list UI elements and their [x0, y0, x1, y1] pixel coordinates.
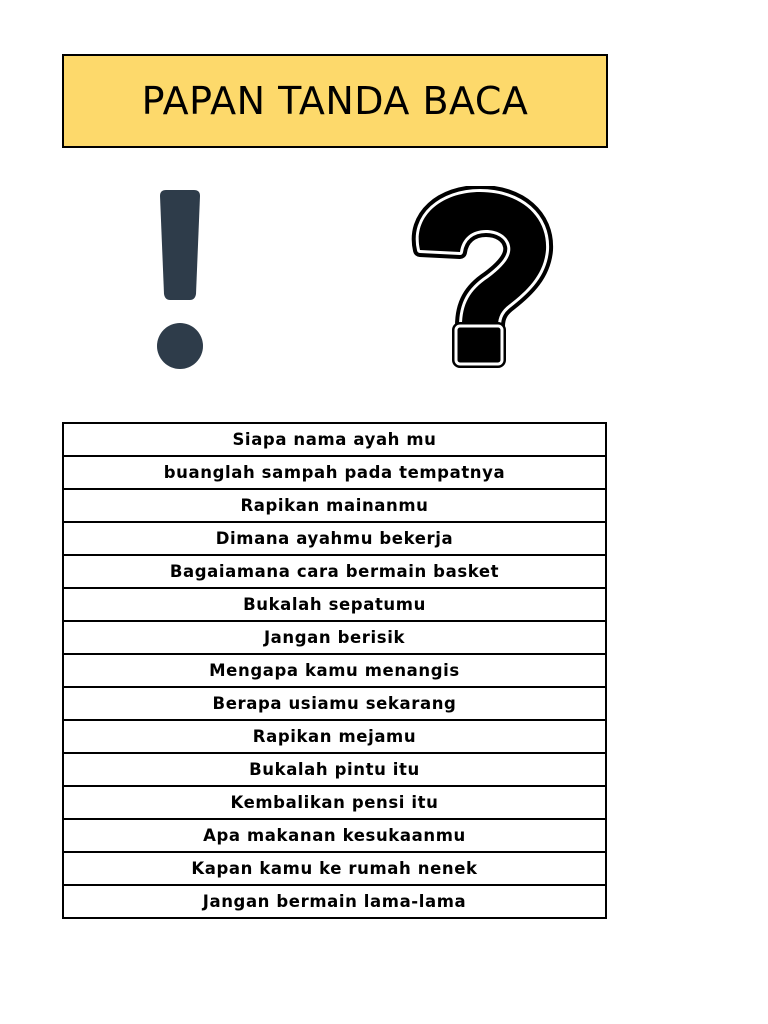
sentence-cell: Bagaiamana cara bermain basket: [63, 555, 606, 588]
table-row: [63, 489, 606, 522]
sentence-cell: Mengapa kamu menangis: [63, 654, 606, 687]
sentence-cell: Dimana ayahmu bekerja: [63, 522, 606, 555]
table-row: [63, 555, 606, 588]
table-row: [63, 819, 606, 852]
table-row: [63, 753, 606, 786]
title-banner: [62, 54, 608, 148]
sentence-cell: Apa makanan kesukaanmu: [63, 819, 606, 852]
sentence-cell: Jangan berisik: [63, 621, 606, 654]
sentence-cell: buanglah sampah pada tempatnya: [63, 456, 606, 489]
question-mark-icon: [402, 186, 554, 370]
sentence-cell: Jangan bermain lama-lama: [63, 885, 606, 918]
sentence-cell: Bukalah sepatumu: [63, 588, 606, 621]
sentence-cell: Berapa usiamu sekarang: [63, 687, 606, 720]
sentence-cell: Kapan kamu ke rumah nenek: [63, 852, 606, 885]
exclamation-mark-icon: [150, 188, 210, 372]
table-row: [63, 852, 606, 885]
table-row: [63, 423, 606, 456]
table-row: [63, 456, 606, 489]
table-row: [63, 621, 606, 654]
sentence-cell: Bukalah pintu itu: [63, 753, 606, 786]
sentence-table: [62, 422, 607, 919]
table-row: [63, 720, 606, 753]
table-row: [63, 687, 606, 720]
table-row: [63, 522, 606, 555]
sentence-cell: Siapa nama ayah mu: [63, 423, 606, 456]
table-row: [63, 786, 606, 819]
sentence-cell: Kembalikan pensi itu: [63, 786, 606, 819]
table-row: [63, 885, 606, 918]
table-row: [63, 588, 606, 621]
table-row: [63, 654, 606, 687]
page-title: PAPAN TANDA BACA: [141, 79, 529, 123]
sentence-cell: Rapikan mejamu: [63, 720, 606, 753]
sentence-cell: Rapikan mainanmu: [63, 489, 606, 522]
